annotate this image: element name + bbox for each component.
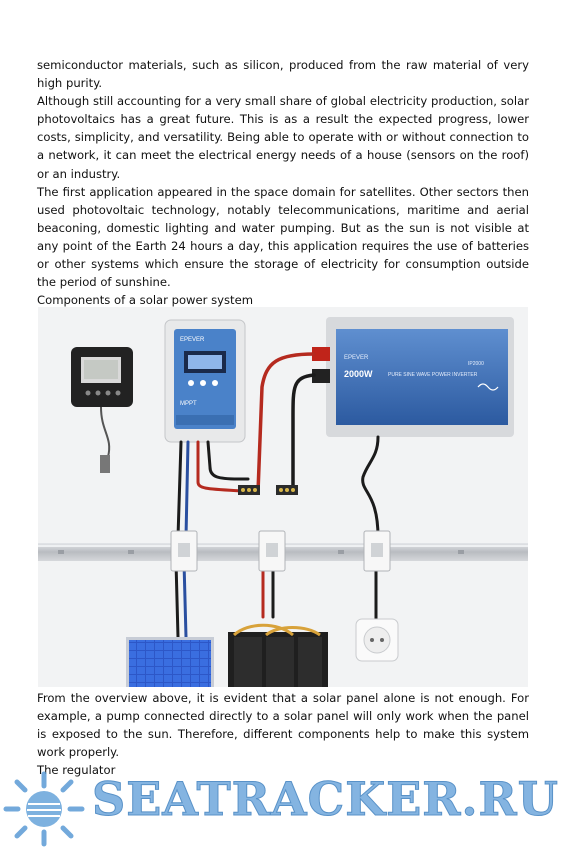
inverter-brand-label: EPEVER bbox=[344, 355, 369, 361]
solar-system-illustration bbox=[38, 307, 528, 687]
watermark-text: SEATRACKER.RU bbox=[92, 772, 559, 826]
inverter-model-label: IP2000 bbox=[468, 361, 484, 367]
paragraph-overview: From the overview above, it is evident that a solar panel alone is not enough. For example, a pump connected directly to a solar panel will only work when the panel is exposed to the sun. Therefore, different components help to make this system work properly. bbox=[37, 691, 529, 760]
inverter-description-label: PURE SINE WAVE POWER INVERTER bbox=[388, 372, 478, 378]
batteries bbox=[228, 625, 328, 687]
solar-panel bbox=[126, 637, 214, 687]
figure-caption: Components of a solar power system bbox=[37, 293, 254, 308]
inverter bbox=[312, 317, 514, 437]
paragraph-applications: The first application appeared in the space domain for satellites. Other sectors then used photovoltaic technology, notably telecommunications, maritime and aerial beaconing, domestic lighting and water pumping. But as the sun is not visible at any point of the Earth 24 hours a day, this application requires the use of batteries or other systems which ensure the storage of electricity for consumption outside the period of sunshine. bbox=[37, 184, 529, 290]
controller-mppt-label: MPPT bbox=[180, 401, 197, 407]
ac-outlet bbox=[356, 619, 398, 661]
sun-logo-icon bbox=[0, 768, 90, 850]
paragraph-future: Although still accounting for a very small share of global electricity production, solar photovoltaics has a great future. This is as a result the expected progress, lower costs, simplicity, and versatility. Being able to operate with or without connection to a network, it can meet the electrical energy needs of a house (sensors on the roof) or an industry. bbox=[37, 94, 529, 181]
article-body bbox=[37, 56, 529, 309]
solar-system-photo bbox=[38, 307, 528, 687]
article-body-continued bbox=[37, 689, 529, 779]
paragraph-intro: semiconductor materials, such as silicon, produced from the raw material of very high purity. bbox=[37, 58, 529, 91]
section-heading-regulator: The regulator bbox=[37, 763, 116, 778]
charge-controller bbox=[165, 320, 245, 442]
inverter-power-label: 2000W bbox=[344, 369, 373, 379]
controller-brand-label: EPEVER bbox=[180, 337, 205, 343]
site-watermark bbox=[0, 768, 566, 850]
